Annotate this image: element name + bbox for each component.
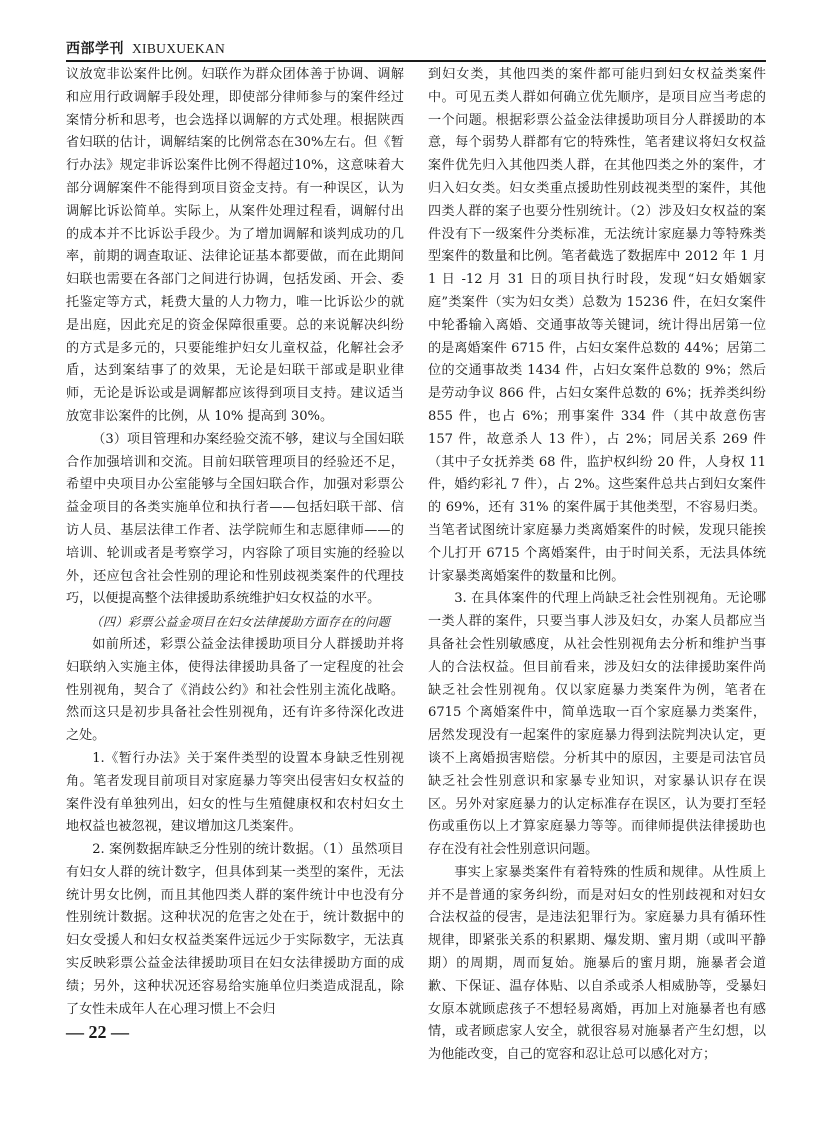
journal-title: 西部学刊 — [66, 41, 124, 57]
paragraph: 2. 案例数据库缺乏分性别的统计数据。（1）虽然项目有妇女人群的统计数字，但具体到某一类型的案件，无法统计男女比例，而且其他四类人群的案件统计中也没有分性别统计数据。这种状况的危害之处在于，统计数据中的妇女受援人和妇女权益类案件远远少于实际数字，无法真实反映彩票公益金法律援助项目在妇女法律援助方面的成绩；另外，这种状况还容易给实施单位归类造成混乱，除了女性未成年人在心理习惯上不会归 — [66, 842, 404, 1017]
paragraph: 事实上家暴类案件有着特殊的性质和规律。从性质上并不是普通的家务纠纷，而是对妇女的性别歧视和对妇女合法权益的侵害，是违法犯罪行为。家庭暴力具有循环性规律，即紧张关系的积累期、爆发期、蜜月期（或叫平静期）的周期，周而复始。施暴后的蜜月期，施暴者会道歉、下保证、温存体贴、以自杀或杀人相威胁等，受暴妇女原本就顾虑孩子不想轻易离婚，再加上对施暴者也有感情，或者顾虑家人安全，就很容易对施暴者产生幻想，以为他能改变，自己的宽容和忍让总可以感化对方； — [428, 864, 766, 1063]
running-header — [66, 38, 786, 58]
paragraph: 到妇女类，其他四类的案件都可能归到妇女权益类案件中。可见五类人群如何确立优先顺序，是项目应当考虑的一个问题。根据彩票公益金法律援助项目分人群援助的本意，每个弱势人群都有它的特殊性，笔者建议将妇女权益案件优先归入其他四类人群，在其他四类之外的案件，才归入妇女类。妇女类重点援助性别歧视类型的案件，其他四类人群的案子也要分性别统计。（2）涉及妇女权益的案件没有下一级案件分类标准，无法统计家庭暴力等特殊类型案件的数量和比例。笔者截选了数据库中 2012 年 1 月 1 日 -12 月 31 日的项目执行时段，发现“妇女婚姻家庭”类案件（实为妇女类）总数为 15236 件，在妇女案件中轮番输入离婚、交通事故等关键词，统计得出居第一位的是离婚案件 6715 件，占妇女案件总数的 44%；居第二位的交通事故类 1434 件，占妇女案件总数的 9%；然后是劳动争议 866 件，占妇女案件总数的 6%；抚养类纠纷 855 件，也占 6%；刑事案件 334 件（其中故意伤害 157 件，故意杀人 13 件），占 2%；同居关系 269 件（其中子女抚养类 68 件，监护权纠纷 20 件，人身权 11 件，婚约彩礼 7 件），占 2%。这些案件总共占到妇女案件的 69%，还有 31% 的案件属于其他类型，不容易归类。当笔者试图统计家庭暴力类离婚案件的时候，发现只能挨个儿打开 6715 个离婚案件，由于时间关系，无法具体统计家暴类离婚案件的数量和比例。 — [428, 67, 766, 584]
paragraph: 3. 在具体案件的代理上尚缺乏社会性别视角。无论哪一类人群的案件，只要当事人涉及妇女，办案人员都应当具备社会性别敏感度，从社会性别视角去分析和维护当事人的合法权益。但目前看来，涉及妇女的法律援助案件尚缺乏社会性别视角。仅以家庭暴力类案件为例，笔者在 6715 个离婚案件中，简单选取一百个家庭暴力类案件，居然发现没有一起案件的家庭暴力得到法院判决认定，更谈不上离婚损害赔偿。分析其中的原因，主要是司法官员缺乏社会性别意识和家暴专业知识，对家暴认识存在误区。另外对家庭暴力的认定标准存在误区，认为要打至轻伤或重伤以上才算家庭暴力等等。而律师提供法律援助也存在没有社会性别意识问题。 — [428, 591, 766, 858]
paragraph: （3）项目管理和办案经验交流不够，建议与全国妇联合作加强培训和交流。目前妇联管理项目的经验还不足，希望中央项目办公室能够与全国妇联合作，加强对彩票公益金项目的各类实施单位和执行者——包括妇联干部、信访人员、基层法律工作者、法学院师生和志愿律师——的培训、轮训或者是考察学习，内容除了项目实施的经验以外，还应包含社会性别的理论和性别歧视类案件的代理技巧，以便提高整个法律援助系统维护妇女权益的水平。 — [66, 431, 404, 607]
right-column — [428, 64, 766, 1067]
paragraph: 议放宽非讼案件比例。妇联作为群众团体善于协调、调解和应用行政调解手段处理，即使部分律师参与的案件经过案情分析和思考，也会选择以调解的方式处理。根据陕西省妇联的估计，调解结案的比例常态在30%左右。但《暂行办法》规定非诉讼案件比例不得超过10%，这意味着大部分调解案件不能得到项目资金支持。有一种误区，认为调解比诉讼简单。实际上，从案件处理过程看，调解付出的成本并不比诉讼手段少。为了增加调解和谈判成功的几率，前期的调查取证、法律论证基本都要做，而在此期间妇联也需要在各部门之间进行协调，包括发函、开会、委托鉴定等方式，耗费大量的人力物力，唯一比诉讼少的就是出庭，因此充足的资金保障很重要。总的来说解决纠纷的方式是多元的，只要能维护妇女儿童权益，化解社会矛盾，达到案结事了的效果，无论是妇联干部或是职业律师，无论是诉讼或是调解都应该得到项目支持。建议适当放宽非讼案件的比例，从 10% 提高到 30%。 — [66, 67, 404, 424]
paragraph: 如前所述，彩票公益金法律援助项目分人群援助并将妇联纳入实施主体，使得法律援助具备了一定程度的社会性别视角，契合了《消歧公约》和社会性别主流化战略。然而这只是初步具备社会性别视角，还有许多待深化改进之处。 — [66, 636, 404, 744]
paragraph: 1.《暂行办法》关于案件类型的设置本身缺乏性别视角。笔者发现目前项目对家庭暴力等突出侵害妇女权益的案件没有单独列出，妇女的性与生殖健康权和农村妇女土地权益也被忽视，建议增加这几类案件。 — [66, 750, 404, 835]
header-rule — [66, 60, 766, 62]
section-subheading: （四）彩票公益金项目在妇女法律援助方面存在的问题 — [90, 615, 391, 630]
journal-title-latin: XIBUXUEKAN — [132, 41, 225, 56]
left-column — [66, 64, 404, 1021]
page-number: — 22 — — [66, 1022, 129, 1042]
